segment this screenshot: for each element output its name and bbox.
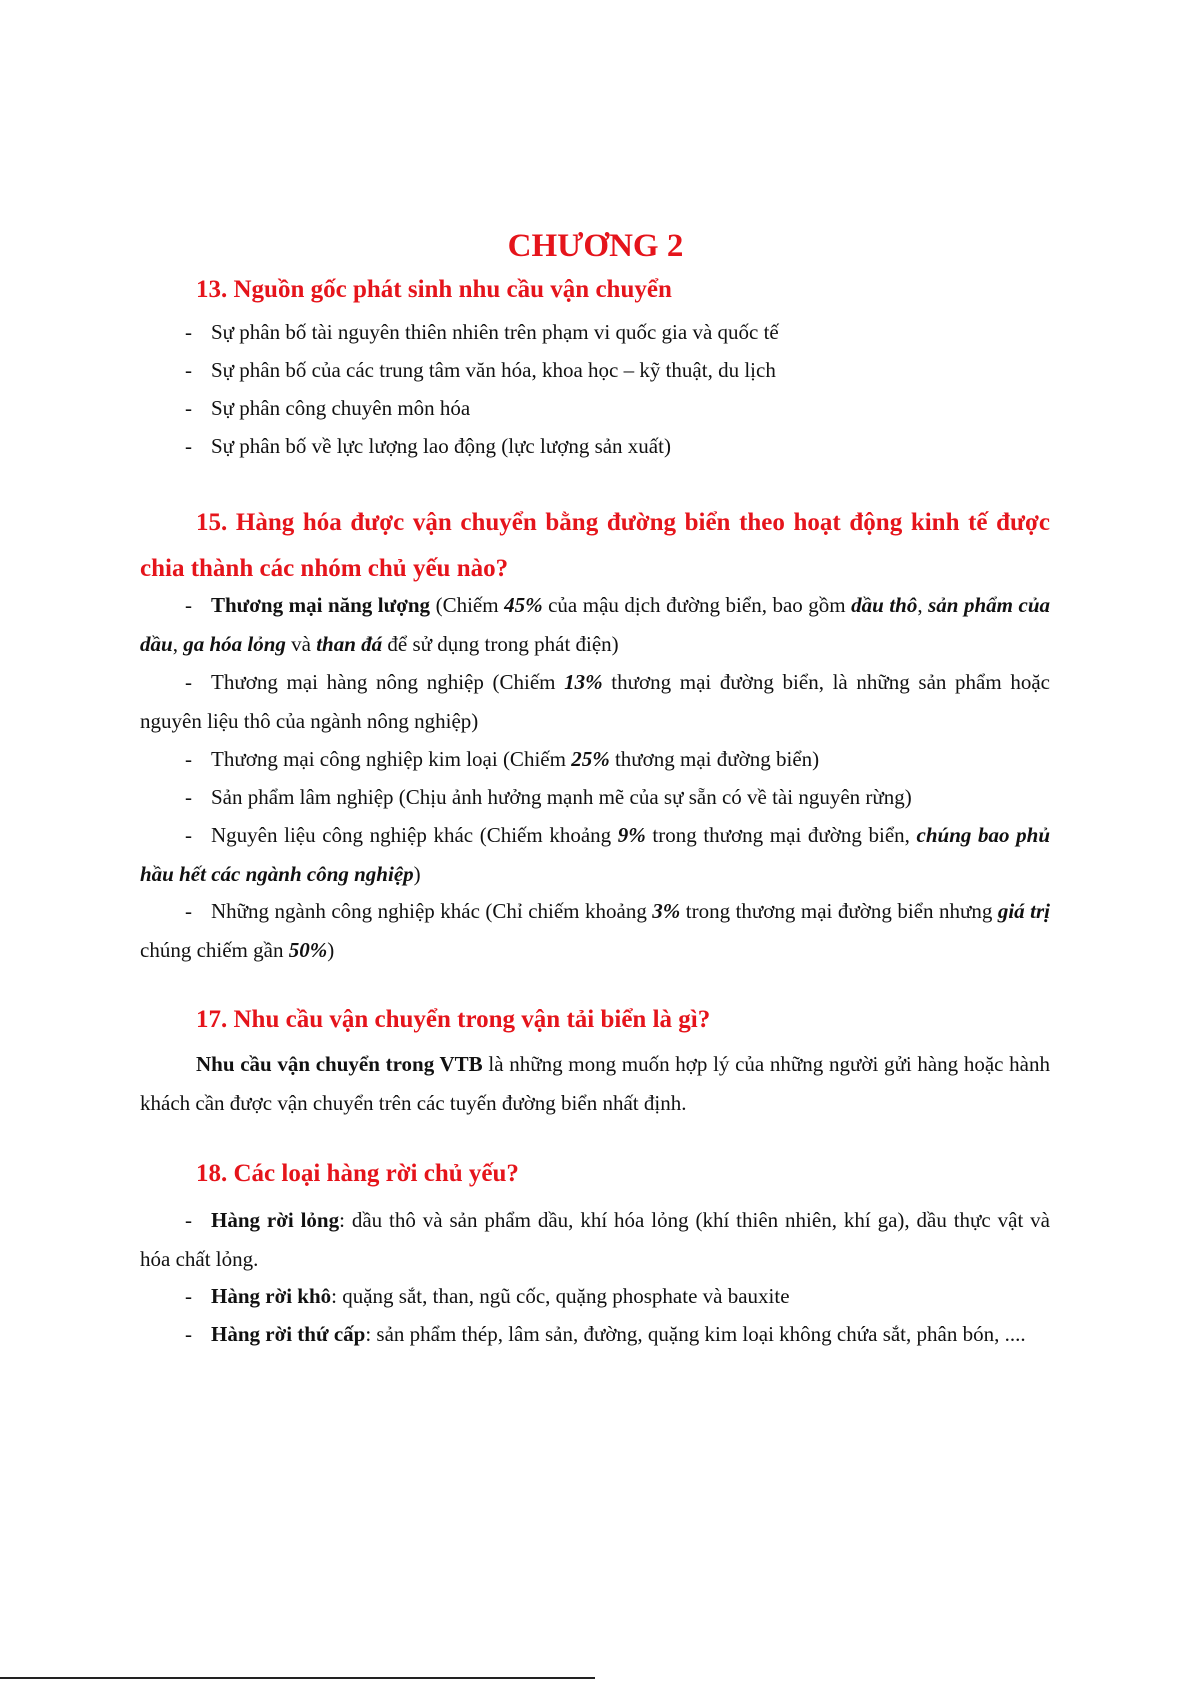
section-15-item-metal: - Thương mại công nghiệp kim loại (Chiếm 25% thương mại đường biển)	[185, 747, 820, 771]
section-15-item-materials: - Nguyên liệu công nghiệp khác (Chiếm khoảng 9% trong thương mại đường biển, chúng bao phủ hầu hết các ngành công nghiệp)	[140, 823, 1051, 886]
section-18-item-liquid: - Hàng rời lỏng: dầu thô và sản phẩm dầu, khí hóa lỏng (khí thiên nhiên, khí ga), dầu thực vật và hóa chất lỏng.	[140, 1208, 1051, 1271]
bullet-dash: -	[185, 320, 192, 344]
section-18-item-secondary: - Hàng rời thứ cấp: sản phẩm thép, lâm sản, đường, quặng kim loại không chứa sắt, phân bón, ....	[185, 1322, 1026, 1346]
footer-divider	[0, 1677, 595, 1679]
bullet-dash: -	[185, 396, 192, 420]
section-18-heading: 18. Các loại hàng rời chủ yếu?	[196, 1160, 519, 1187]
section-13-item: - Sự phân công chuyên môn hóa	[185, 396, 471, 420]
section-13-heading: 13. Nguồn gốc phát sinh nhu cầu vận chuyển	[196, 276, 672, 303]
section-15-heading: 15. Hàng hóa được vận chuyển bằng đường biển theo hoạt động kinh tế được chia thành các nhóm chủ yếu nào?	[140, 509, 1050, 582]
section-15-item-other: - Những ngành công nghiệp khác (Chỉ chiếm khoảng 3% trong thương mại đường biển nhưng giá trị chúng chiếm gần 50%)	[140, 899, 1050, 962]
section-17-definition: Nhu cầu vận chuyển trong VTB là những mong muốn hợp lý của những người gửi hàng hoặc hành khách cần được vận chuyển trên các tuyến đường biển nhất định.	[140, 1052, 1050, 1115]
section-13-item: - Sự phân bố tài nguyên thiên nhiên trên phạm vi quốc gia và quốc tế	[185, 320, 779, 344]
section-13-item: - Sự phân bố của các trung tâm văn hóa, khoa học – kỹ thuật, du lịch	[185, 358, 776, 382]
section-13-item: - Sự phân bố về lực lượng lao động (lực lượng sản xuất)	[185, 434, 671, 458]
bullet-dash: -	[185, 358, 192, 382]
section-17-heading: 17. Nhu cầu vận chuyển trong vận tải biển là gì?	[196, 1006, 711, 1033]
section-15-item-energy: - Thương mại năng lượng (Chiếm 45% của mậu dịch đường biển, bao gồm dầu thô, sản phẩm của dầu, ga hóa lỏng và than đá để sử dụng trong phát điện)	[140, 593, 1051, 656]
section-15-item-forestry: - Sản phẩm lâm nghiệp (Chịu ảnh hưởng mạnh mẽ của sự sẵn có về tài nguyên rừng)	[185, 785, 912, 809]
section-18-item-dry: - Hàng rời khô: quặng sắt, than, ngũ cốc, quặng phosphate và bauxite	[185, 1284, 790, 1308]
chapter-title: CHƯƠNG 2	[507, 228, 684, 264]
bullet-dash: -	[185, 434, 192, 458]
section-15-item-agriculture: - Thương mại hàng nông nghiệp (Chiếm 13% thương mại đường biển, là những sản phẩm hoặc nguyên liệu thô của ngành nông nghiệp)	[140, 670, 1050, 733]
